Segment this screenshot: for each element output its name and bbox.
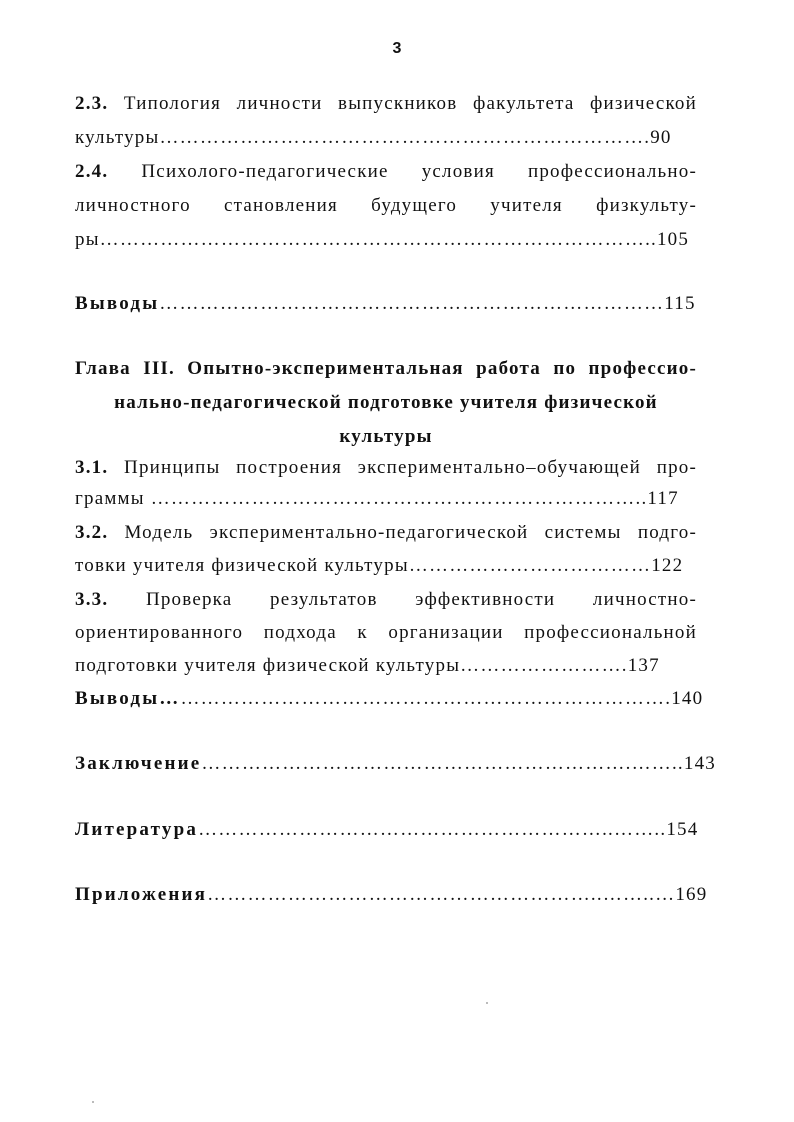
- page-ref: 105: [656, 229, 690, 250]
- toc-entry-literature: [75, 819, 697, 841]
- scan-speck: [486, 1002, 488, 1004]
- entry-title: Психолого-педагогические условия профессионально-: [108, 161, 697, 182]
- page-ref: 154: [666, 819, 699, 840]
- dot-leader: ……………………………………………………..……..: [198, 819, 667, 840]
- page-ref: 115: [664, 293, 696, 314]
- entry-title: подготовки учителя физической культуры: [75, 655, 461, 676]
- dot-leader: ……………………………………………………….……..: [201, 753, 684, 774]
- toc-entry-2-4-line-1: [75, 161, 697, 183]
- entry-title: Литература: [75, 819, 199, 840]
- entry-title: личностного становления будущего учителя физкульту-: [75, 195, 697, 216]
- entry-title: Выводы: [75, 293, 160, 314]
- toc-entry-conclusion: [75, 753, 716, 775]
- toc-entry-2-3-line-1: [75, 93, 697, 115]
- entry-title: Заключение: [75, 753, 202, 774]
- chapter-3-heading-line-1: Глава III. Опытно-экспериментальная работа по профессио-: [75, 358, 697, 379]
- page-ref: 137: [627, 655, 660, 676]
- toc-entry-appendices: [75, 884, 708, 906]
- toc-entry-3-3-line-3: [75, 655, 697, 677]
- entry-title: Приложения: [75, 884, 208, 905]
- entry-title: Выводы…: [75, 688, 181, 709]
- page-ref: 117: [647, 488, 679, 509]
- entry-title: культуры: [75, 127, 160, 148]
- toc-entry-3-3-line-1: [75, 589, 697, 611]
- entry-title: ры: [75, 229, 100, 250]
- entry-title: граммы: [75, 488, 151, 509]
- toc-entry-2-4-line-2: [75, 195, 697, 217]
- dot-leader: …………………….: [460, 655, 628, 676]
- dot-leader: ………………………………………………………………………..: [99, 229, 657, 250]
- toc-entry-3-2-line-1: [75, 522, 697, 544]
- page-number: 3: [392, 40, 402, 57]
- section-number: 3.3.: [75, 589, 109, 610]
- dot-leader: ……………………………………………………………….: [159, 127, 651, 148]
- page-ref: 90: [650, 127, 672, 148]
- scan-speck: [92, 1101, 94, 1103]
- page-ref: 140: [671, 688, 704, 709]
- section-number: 2.3.: [75, 93, 109, 114]
- entry-title: Проверка результатов эффективности личностно-: [108, 589, 697, 610]
- entry-title: ориентированного подхода к организации профессиональной: [75, 622, 697, 643]
- toc-entry-2-3-line-2: [75, 127, 697, 149]
- toc-entry-2-4-line-3: [75, 229, 697, 251]
- entry-title: товки учителя физической культуры: [75, 555, 409, 576]
- toc-entry-3-1-line-1: [75, 457, 697, 479]
- page-ref: 122: [651, 555, 684, 576]
- dot-leader: …………………………………………………..……..…: [207, 884, 676, 905]
- section-number: 3.2.: [75, 522, 109, 543]
- dot-leader: ……………………………………………………………….: [180, 688, 672, 709]
- section-number: 3.1.: [75, 457, 109, 478]
- chapter-3-heading-line-3: культуры: [339, 426, 433, 447]
- toc-entry-conclusions-2: [75, 293, 697, 315]
- entry-title: Типология личности выпускников факультета физической: [108, 93, 697, 114]
- page-ref: 143: [683, 753, 716, 774]
- chapter-3-heading-line-2: нально-педагогической подготовке учителя физической: [114, 392, 658, 413]
- toc-entry-3-2-line-2: [75, 555, 697, 577]
- toc-entry-3-1-line-2: [75, 488, 697, 510]
- dot-leader: ………………………………………………………………..: [150, 488, 648, 509]
- page-ref: 169: [675, 884, 708, 905]
- dot-leader: …………………………………………………………………: [159, 293, 665, 314]
- toc-entry-conclusions-3: [75, 688, 704, 710]
- dot-leader: ………………………………: [408, 555, 652, 576]
- section-number: 2.4.: [75, 161, 109, 182]
- entry-title: Модель экспериментально-педагогической системы подго-: [108, 522, 697, 543]
- toc-entry-3-3-line-2: [75, 622, 697, 644]
- entry-title: Принципы построения экспериментально–обучающей про-: [108, 457, 697, 478]
